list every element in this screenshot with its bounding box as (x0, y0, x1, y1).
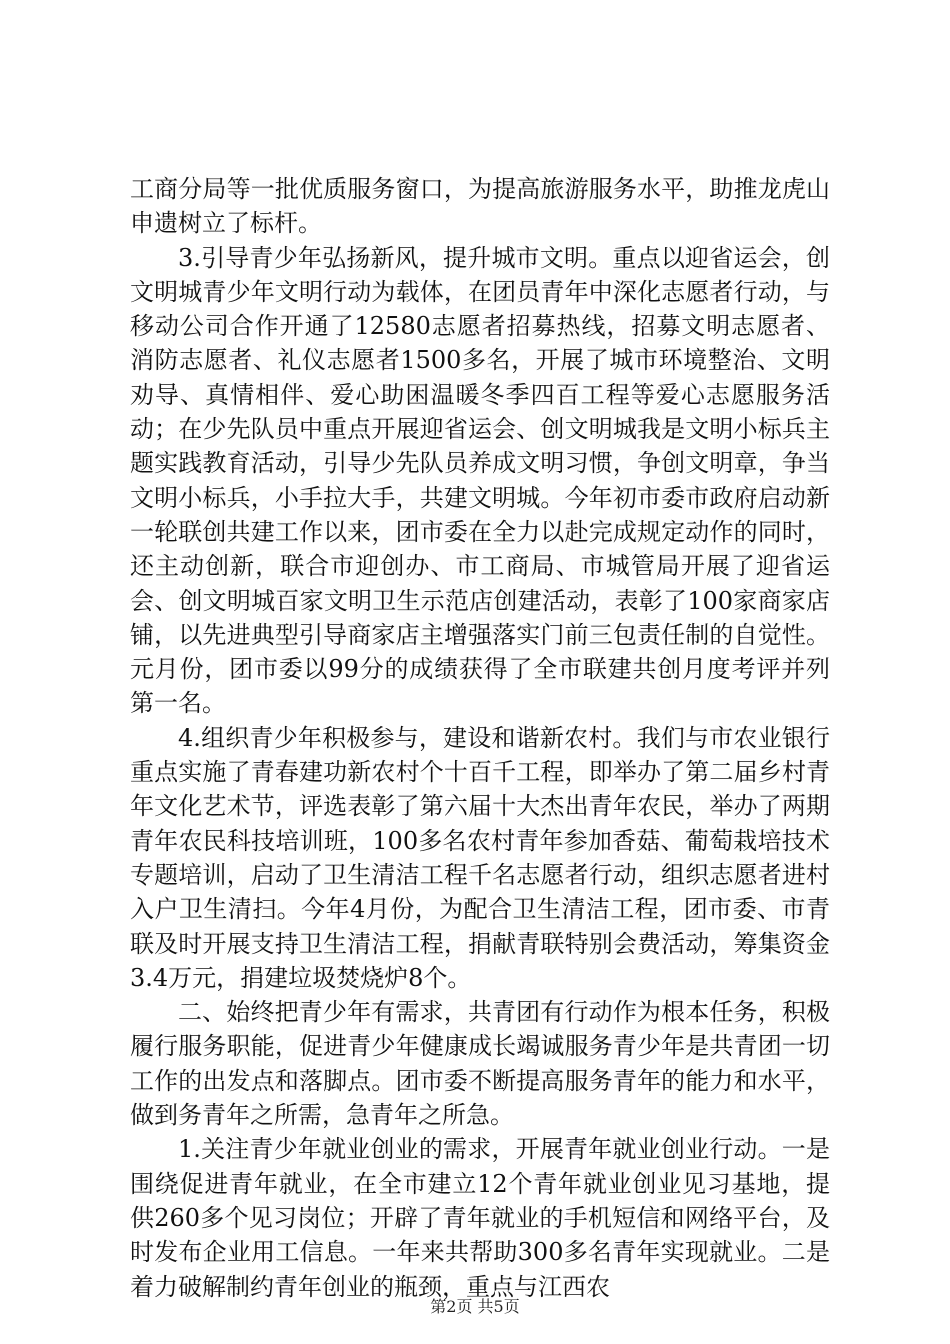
body-text (130, 172, 830, 1304)
page-footer: 第2页 共5页 (430, 1297, 520, 1316)
paragraph-section-2: 二、始终把青少年有需求，共青团有行动作为根本任务，积极履行服务职能，促进青少年健康成长竭诚服务青少年是共青团一切工作的出发点和落脚点。团市委不断提高服务青年的能力和水平，做到务青年之所需，急青年之所急。 (130, 998, 830, 1130)
paragraph-item-3-civility: 3.引导青少年弘扬新风，提升城市文明。重点以迎省运会，创文明城青少年文明行动为载体，在团员青年中深化志愿者行动，与移动公司合作开通了12580志愿者招募热线，招募文明志愿者、消防志愿者、礼仪志愿者1500多名，开展了城市环境整治、文明劝导、真情相伴、爱心助困温暖冬季四百工程等爱心志愿服务活动；在少先队员中重点开展迎省运会、创文明城我是文明小标兵主题实践教育活动，引导少先队员养成文明习惯，争创文明章，争当文明小标兵，小手拉大手，共建文明城。今年初市委市政府启动新一轮联创共建工作以来，团市委在全力以赴完成规定动作的同时，还主动创新，联合市迎创办、市工商局、市城管局开展了迎省运会、创文明城百家文明卫生示范店创建活动，表彰了100家商家店铺，以先进典型引导商家店主增强落实门前三包责任制的自觉性。元月份，团市委以99分的成绩获得了全市联建共创月度考评并列第一名。 (130, 243, 830, 718)
paragraph-item-1-employment: 1.关注青少年就业创业的需求，开展青年就业创业行动。一是围绕促进青年就业，在全市建立12个青年就业创业见习基地，提供260多个见习岗位；开辟了青年就业的手机短信和网络平台，及时发布企业用工信息。一年来共帮助300多名青年实现就业。二是着力破解制约青年创业的瓶颈，重点与江西农 (130, 1135, 830, 1301)
paragraph-continuation: 工商分局等一批优质服务窗口，为提高旅游服务水平，助推龙虎山申遗树立了标杆。 (130, 175, 830, 238)
paragraph-item-4-rural: 4.组织青少年积极参与，建设和谐新农村。我们与市农业银行重点实施了青春建功新农村个十百千工程，即举办了第二届乡村青年文化艺术节，评选表彰了第六届十大杰出青年农民，举办了两期青年农民科技培训班，100多名农村青年参加香菇、葡萄栽培技术专题培训，启动了卫生清洁工程千名志愿者行动，组织志愿者进村入户卫生清扫。今年4月份，为配合卫生清洁工程，团市委、市青联及时开展支持卫生清洁工程，捐献青联特别会费活动，筹集资金3.4万元，捐建垃圾焚烧炉8个。 (130, 723, 830, 992)
